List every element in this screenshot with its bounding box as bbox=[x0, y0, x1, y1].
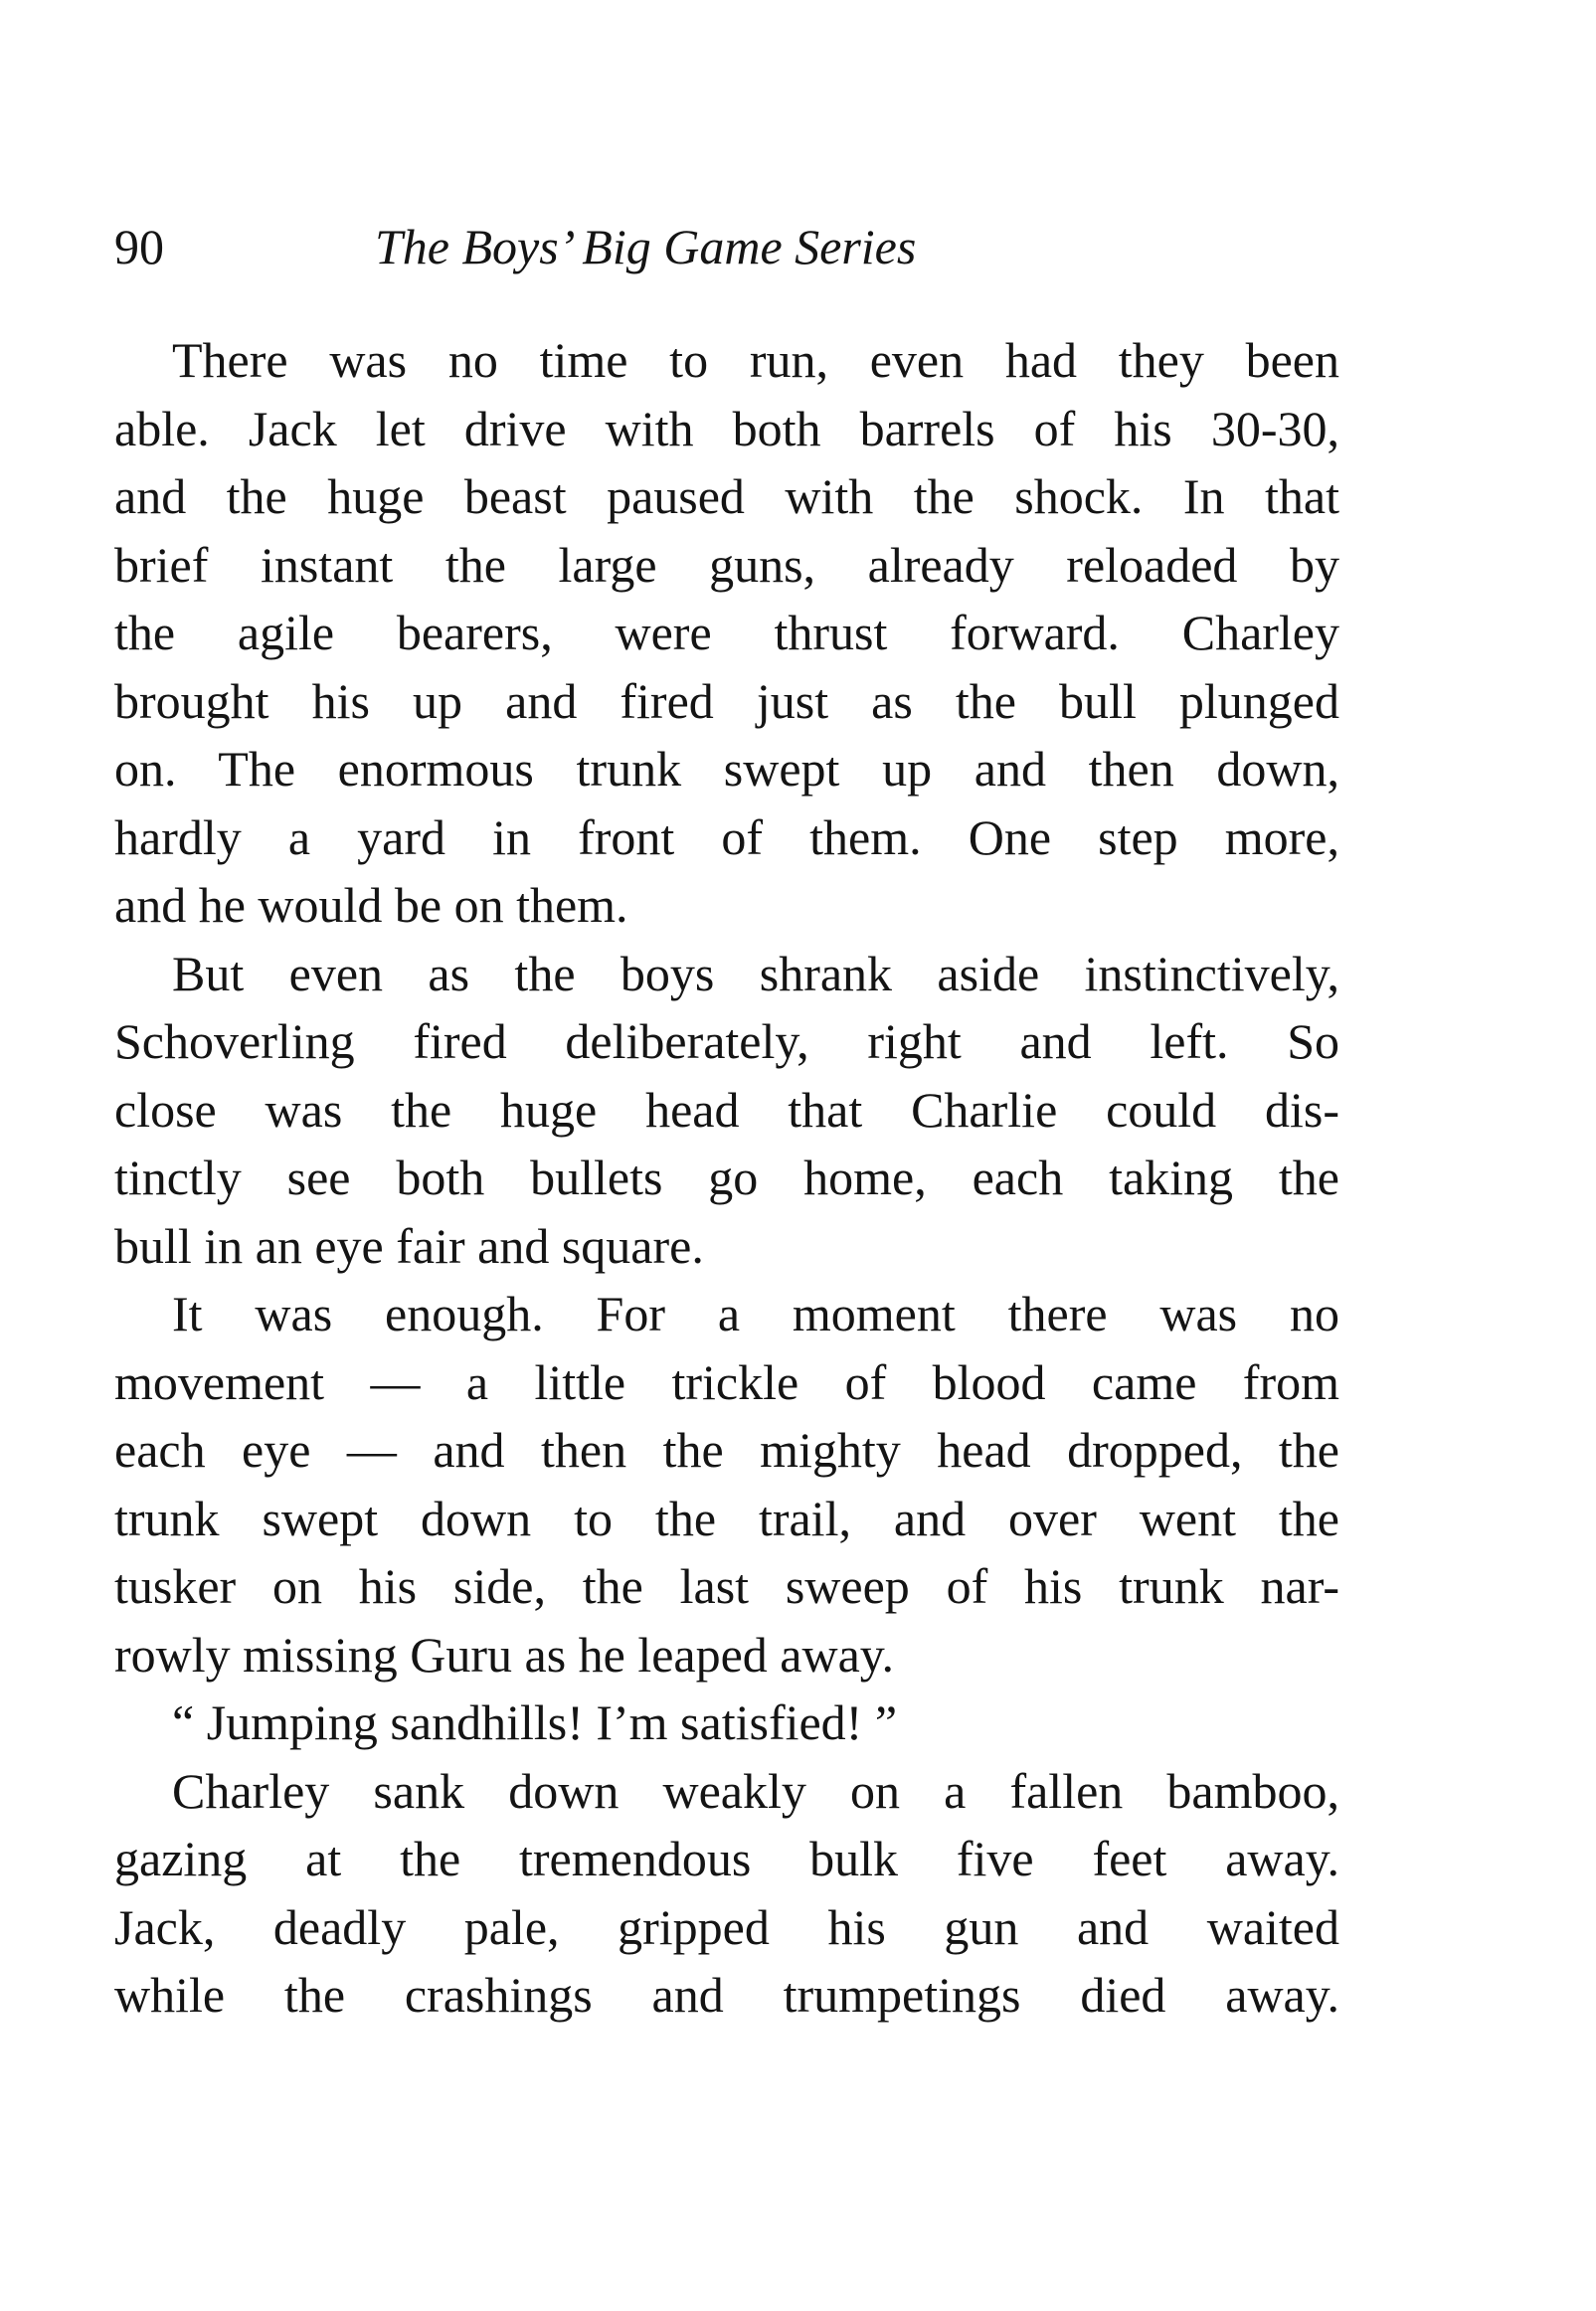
text-line: It was enough. For a moment there was no bbox=[172, 1286, 1339, 1341]
text-line: the agile bearers, were thrust forward. Charley bbox=[114, 605, 1339, 660]
text-line: and he would be on them. bbox=[114, 877, 628, 933]
text-line: Schoverling fired deliberately, right and left. So bbox=[114, 1013, 1339, 1069]
text-line: movement — a little trickle of blood came from bbox=[114, 1353, 1339, 1410]
text-line: There was no time to run, even had they been bbox=[172, 332, 1339, 388]
text-line: each eye — and then the mighty head dropped, the bbox=[114, 1422, 1339, 1478]
body-text bbox=[114, 326, 1339, 2030]
running-title: The Boys’ Big Game Series bbox=[375, 219, 917, 274]
text-line: brief instant the large guns, already reloaded by bbox=[114, 536, 1339, 593]
text-line: on. The enormous trunk swept up and then down, bbox=[114, 741, 1339, 797]
text-line: tusker on his side, the last sweep of his trunk nar- bbox=[114, 1558, 1339, 1614]
text-line: Charley sank down weakly on a fallen bamboo, bbox=[172, 1762, 1339, 1819]
text-line: able. Jack let drive with both barrels of his 30-30, bbox=[114, 400, 1339, 456]
text-line: tinctly see both bullets go home, each taking the bbox=[114, 1150, 1339, 1205]
page-header bbox=[114, 217, 1347, 276]
text-line: brought his up and fired just as the bull plunged bbox=[114, 672, 1339, 729]
text-line: “ Jumping sandhills! I’m satisfied! ” bbox=[172, 1694, 898, 1750]
page-number: 90 bbox=[114, 219, 164, 274]
text-line: hardly a yard in front of them. One step more, bbox=[114, 808, 1339, 865]
text-line: rowly missing Guru as he leaped away. bbox=[114, 1626, 895, 1683]
text-line: trunk swept down to the trail, and over went the bbox=[114, 1490, 1339, 1546]
text-line: bull in an eye fair and square. bbox=[114, 1217, 704, 1274]
text-line: close was the huge head that Charlie could dis- bbox=[114, 1081, 1339, 1138]
text-line: while the crashings and trumpetings died away. bbox=[114, 1967, 1339, 2023]
text-line: gazing at the tremendous bulk five feet away. bbox=[114, 1831, 1339, 1886]
text-line: Jack, deadly pale, gripped his gun and waited bbox=[114, 1898, 1339, 1955]
text-line: and the huge beast paused with the shock. In that bbox=[114, 468, 1339, 524]
text-line: But even as the boys shrank aside instinctively, bbox=[172, 945, 1339, 1001]
